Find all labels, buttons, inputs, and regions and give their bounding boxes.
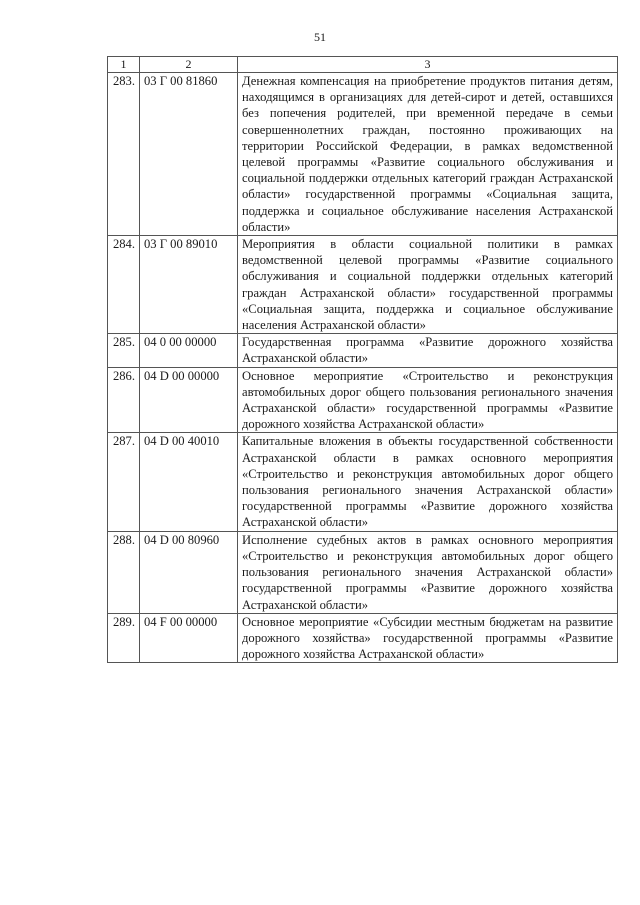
target-article-code: 03 Г 00 81860 (140, 73, 238, 236)
article-description: Государственная программа «Развитие дорожного хозяйства Астраханской области» (238, 334, 618, 367)
row-number: 289. (108, 613, 140, 663)
table-row (108, 367, 618, 433)
article-description: Исполнение судебных актов в рамках основного мероприятия «Строительство и реконструкция автомобильных дорог общего пользования регионального значения Астраханской области» государственной программы «Развитие дорожного хозяйства Астраханской области» (238, 531, 618, 613)
column-header-3: 3 (238, 57, 618, 73)
row-number: 288. (108, 531, 140, 613)
article-description: Основное мероприятие «Субсидии местным бюджетам на развитие дорожного хозяйства» государственной программы «Развитие дорожного хозяйства Астраханской области» (238, 613, 618, 663)
column-header-1: 1 (108, 57, 140, 73)
table-header-row (108, 57, 618, 73)
page-number: 51 (314, 30, 326, 44)
budget-classification-table (107, 56, 618, 663)
target-article-code: 04 D 00 40010 (140, 433, 238, 531)
article-description: Основное мероприятие «Строительство и реконструкция автомобильных дорог общего пользования регионального значения Астраханской области» государственной программы «Развитие дорожного хозяйства Астраханской области» (238, 367, 618, 433)
row-number: 286. (108, 367, 140, 433)
article-description: Мероприятия в области социальной политики в рамках ведомственной целевой программы «Развитие социального обслуживания и социальной поддержки отдельных категорий граждан Астраханской области» государственной программы «Социальная защита, поддержка и социальное обслуживание населения Астраханской области» (238, 236, 618, 334)
table-row (108, 73, 618, 236)
article-description: Капитальные вложения в объекты государственной собственности Астраханской области в рамках основного мероприятия «Строительство и реконструкция автомобильных дорог общего пользования регионального значения Астраханской области» государственной программы «Развитие дорожного хозяйства Астраханской области» (238, 433, 618, 531)
column-header-2: 2 (140, 57, 238, 73)
table-row (108, 334, 618, 367)
target-article-code: 04 D 00 00000 (140, 367, 238, 433)
article-description: Денежная компенсация на приобретение продуктов питания детям, находящимся в организациях для детей-сирот и детей, оставшихся без попечения родителей, при временной передаче в семьи совершеннолетних граждан, постоянно проживающих на территории Российской Федерации, в рамках ведомственной целевой программы «Развитие социального обслуживания и социальной поддержки отдельных категорий граждан Астраханской области» государственной программы «Социальная защита, поддержка и социальное обслуживание населения Астраханской области» (238, 73, 618, 236)
table-row (108, 433, 618, 531)
target-article-code: 04 0 00 00000 (140, 334, 238, 367)
table-row (108, 531, 618, 613)
target-article-code: 04 F 00 00000 (140, 613, 238, 663)
row-number: 283. (108, 73, 140, 236)
table-row (108, 236, 618, 334)
target-article-code: 04 D 00 80960 (140, 531, 238, 613)
row-number: 287. (108, 433, 140, 531)
row-number: 285. (108, 334, 140, 367)
row-number: 284. (108, 236, 140, 334)
table-row (108, 613, 618, 663)
target-article-code: 03 Г 00 89010 (140, 236, 238, 334)
